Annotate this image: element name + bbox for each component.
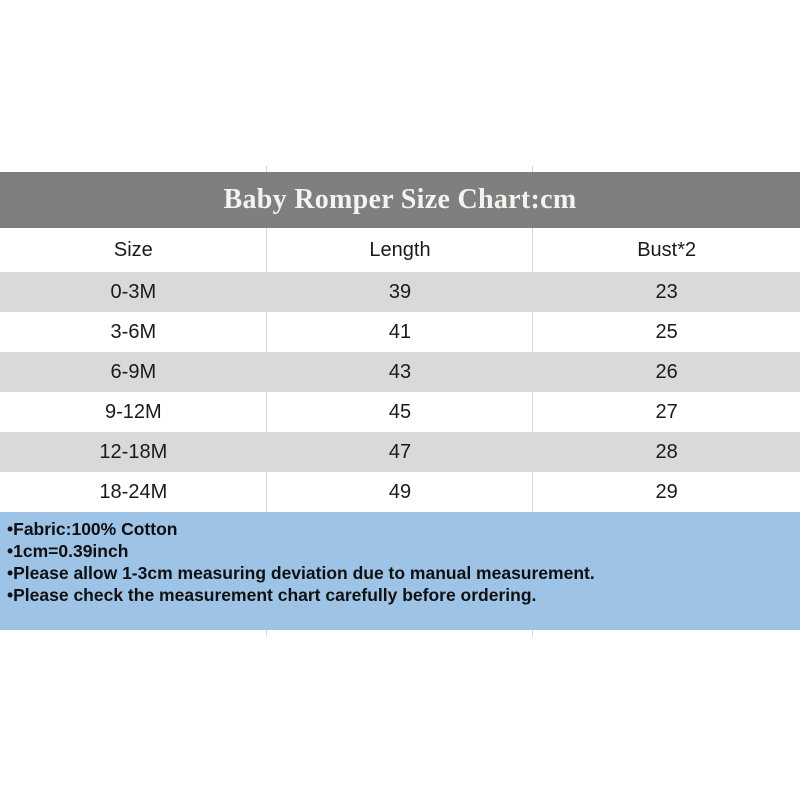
- bust-cell: 26: [655, 361, 678, 383]
- table-row: [0, 392, 800, 432]
- length-cell: 39: [388, 281, 412, 303]
- table-row: [0, 432, 800, 472]
- title-bar: [0, 172, 800, 228]
- bust-cell: 27: [655, 401, 678, 423]
- note-line-fabric: •Fabric:100% Cotton: [7, 519, 178, 539]
- bust-cell: 28: [655, 441, 678, 463]
- size-cell: 6-9M: [110, 361, 157, 383]
- note-line-conversion: •1cm=0.39inch: [7, 541, 129, 561]
- size-cell: 0-3M: [110, 281, 157, 303]
- table-row: [0, 312, 800, 352]
- table-row: [0, 272, 800, 312]
- chart-title: Baby Romper Size Chart:cm: [223, 184, 577, 215]
- note-line-check-chart: •Please check the measurement chart carefully before ordering.: [7, 585, 537, 605]
- size-cell: 18-24M: [99, 481, 168, 503]
- length-cell: 43: [388, 361, 412, 383]
- length-cell: 49: [388, 481, 412, 503]
- size-cell: 12-18M: [99, 441, 168, 463]
- column-header-bust: Bust*2: [637, 239, 697, 261]
- bust-cell: 29: [655, 481, 678, 503]
- notes-panel: [0, 512, 800, 630]
- table-row: [0, 472, 800, 512]
- size-cell: 3-6M: [110, 321, 157, 343]
- length-cell: 45: [388, 401, 412, 423]
- size-cell: 9-12M: [104, 401, 162, 423]
- column-header-size: Size: [113, 239, 153, 261]
- table-header-row: [0, 228, 800, 272]
- size-table: [0, 228, 800, 512]
- column-header-length: Length: [369, 239, 431, 261]
- length-cell: 47: [388, 441, 412, 463]
- length-cell: 41: [388, 321, 412, 343]
- note-line-deviation: •Please allow 1-3cm measuring deviation due to manual measurement.: [7, 563, 595, 583]
- bust-cell: 23: [655, 281, 678, 303]
- bust-cell: 25: [655, 321, 678, 343]
- table-row: [0, 352, 800, 392]
